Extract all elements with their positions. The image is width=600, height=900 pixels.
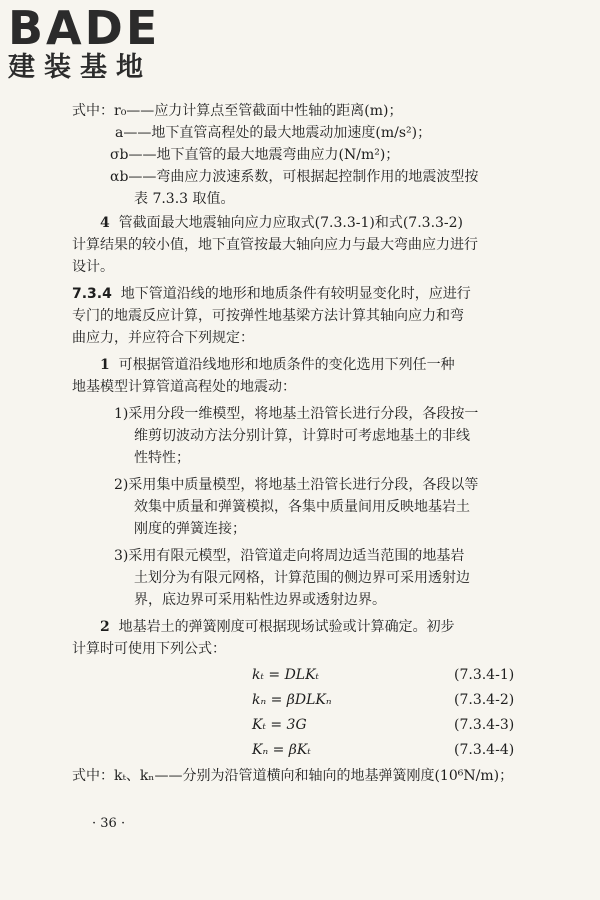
formula-line: [72, 739, 562, 761]
definition-symbol: αb——: [110, 169, 157, 185]
definition-line: [72, 166, 562, 188]
definition-line: [72, 188, 562, 210]
subitem-line: [72, 425, 562, 447]
paragraph-line: [72, 305, 562, 327]
paragraph-text: 计算结果的较小值，地下直管按最大轴向应力与最大弯曲应力进行: [72, 237, 478, 253]
definition-symbol: a——: [115, 125, 152, 141]
definition-line: [72, 100, 562, 122]
paragraph-text: 专门的地震反应计算，可按弹性地基梁方法计算其轴向应力和弯: [72, 308, 464, 324]
logo-word: BADE: [8, 1, 161, 55]
paragraph-line: [72, 256, 562, 278]
definition-line: [72, 122, 562, 144]
formula-expression: kₜ = DLKₜ: [252, 667, 319, 683]
subitem: [72, 545, 562, 611]
definition-line: [72, 765, 562, 787]
paragraph-line: [72, 327, 562, 349]
definition-text: 式中：kₜ、kₙ——分别为沿管道横向和轴向的地基弹簧刚度(10⁶N/m)；: [72, 768, 514, 784]
formula-number: (7.3.4-3): [454, 717, 515, 733]
formula-expression: kₙ = βDLKₙ: [252, 692, 332, 708]
subitem-line: [72, 545, 562, 567]
paragraph-text: 地基模型计算管道高程处的地震动：: [72, 379, 296, 395]
definition-line: [72, 144, 562, 166]
paragraph-text: 地下管道沿线的地形和地质条件有较明显变化时，应进行: [120, 286, 471, 302]
item-number: 1: [100, 357, 110, 373]
definition-text: 应力计算点至管截面中性轴的距离(m)；: [154, 103, 403, 119]
formula-number: (7.3.4-1): [454, 667, 515, 683]
paragraph-text: 1)采用分段一维模型，将地基土沿管长进行分段，各段按一: [114, 406, 479, 422]
subitem-line: [72, 589, 562, 611]
paragraph-text: 3)采用有限元模型，沿管道走向将周边适当范围的地基岩: [114, 548, 465, 564]
paragraph-text: 界，底边界可采用粘性边界或透射边界。: [134, 592, 386, 608]
paragraph-text: 可根据管道沿线地形和地质条件的变化选用下列任一种: [118, 357, 455, 373]
subitem-line: [72, 447, 562, 469]
paragraph-text: 计算时可使用下列公式：: [72, 641, 226, 657]
definition-text: 弯曲应力波速系数，可根据起控制作用的地震波型按: [156, 169, 479, 185]
paragraph-text: 地基岩土的弹簧刚度可根据现场试验或计算确定。初步: [118, 619, 455, 635]
paragraph-text: 维剪切波动方法分别计算，计算时可考虑地基土的非线: [134, 428, 470, 444]
paragraph-line: [72, 376, 562, 398]
subitem-line: [72, 518, 562, 540]
paragraph-line: [72, 616, 562, 638]
item-number: 2: [100, 619, 110, 635]
formula-expression: Kₜ = 3G: [252, 717, 307, 733]
paragraph-line: [72, 354, 562, 376]
paragraph-line: [72, 212, 562, 234]
definition-text: 地下直管高程处的最大地震动加速度(m/s²)；: [151, 125, 432, 141]
page-number: · 36 ·: [92, 816, 126, 831]
formula-line: [72, 664, 562, 686]
formula-number: (7.3.4-4): [454, 742, 515, 758]
paragraph-line: [72, 638, 562, 660]
item-number: 4: [100, 215, 110, 231]
definition-text: 地下直管的最大地震弯曲应力(N/m²)；: [156, 147, 400, 163]
definition-symbol: σb——: [110, 147, 157, 163]
logo-subtitle: 建装基地: [8, 52, 152, 83]
paragraph-text: 刚度的弹簧连接；: [134, 521, 246, 537]
paragraph-text: 2)采用集中质量模型，将地基土沿管长进行分段，各段以等: [114, 477, 479, 493]
formula-line: [72, 689, 562, 711]
brand-logo: [8, 1, 161, 84]
section-heading-line: [72, 283, 562, 305]
paragraph-text: 性特性；: [134, 450, 190, 466]
paragraph-text: 曲应力，并应符合下列规定：: [72, 330, 254, 346]
paragraph-text: 管截面最大地震轴向应力应取式(7.3.3-1)和式(7.3.3-2): [118, 215, 464, 231]
document-body: [72, 100, 562, 787]
definition-symbol: 式中：r₀——: [72, 103, 155, 119]
formula-number: (7.3.4-2): [454, 692, 515, 708]
section-number: 7.3.4: [72, 286, 112, 302]
definition-text: 表 7.3.3 取值。: [134, 191, 235, 207]
subitem: [72, 403, 562, 469]
paragraph-text: 土划分为有限元网格，计算范围的侧边界可采用透射边: [134, 570, 470, 586]
paragraph-line: [72, 234, 562, 256]
formula-expression: Kₙ = βKₜ: [252, 742, 311, 758]
subitem: [72, 474, 562, 540]
subitem-line: [72, 496, 562, 518]
paragraph-text: 设计。: [72, 259, 114, 275]
subitem-line: [72, 567, 562, 589]
subitem-line: [72, 474, 562, 496]
formula-line: [72, 714, 562, 736]
paragraph-text: 效集中质量和弹簧模拟，各集中质量间用反映地基岩土: [134, 499, 470, 515]
subitem-line: [72, 403, 562, 425]
